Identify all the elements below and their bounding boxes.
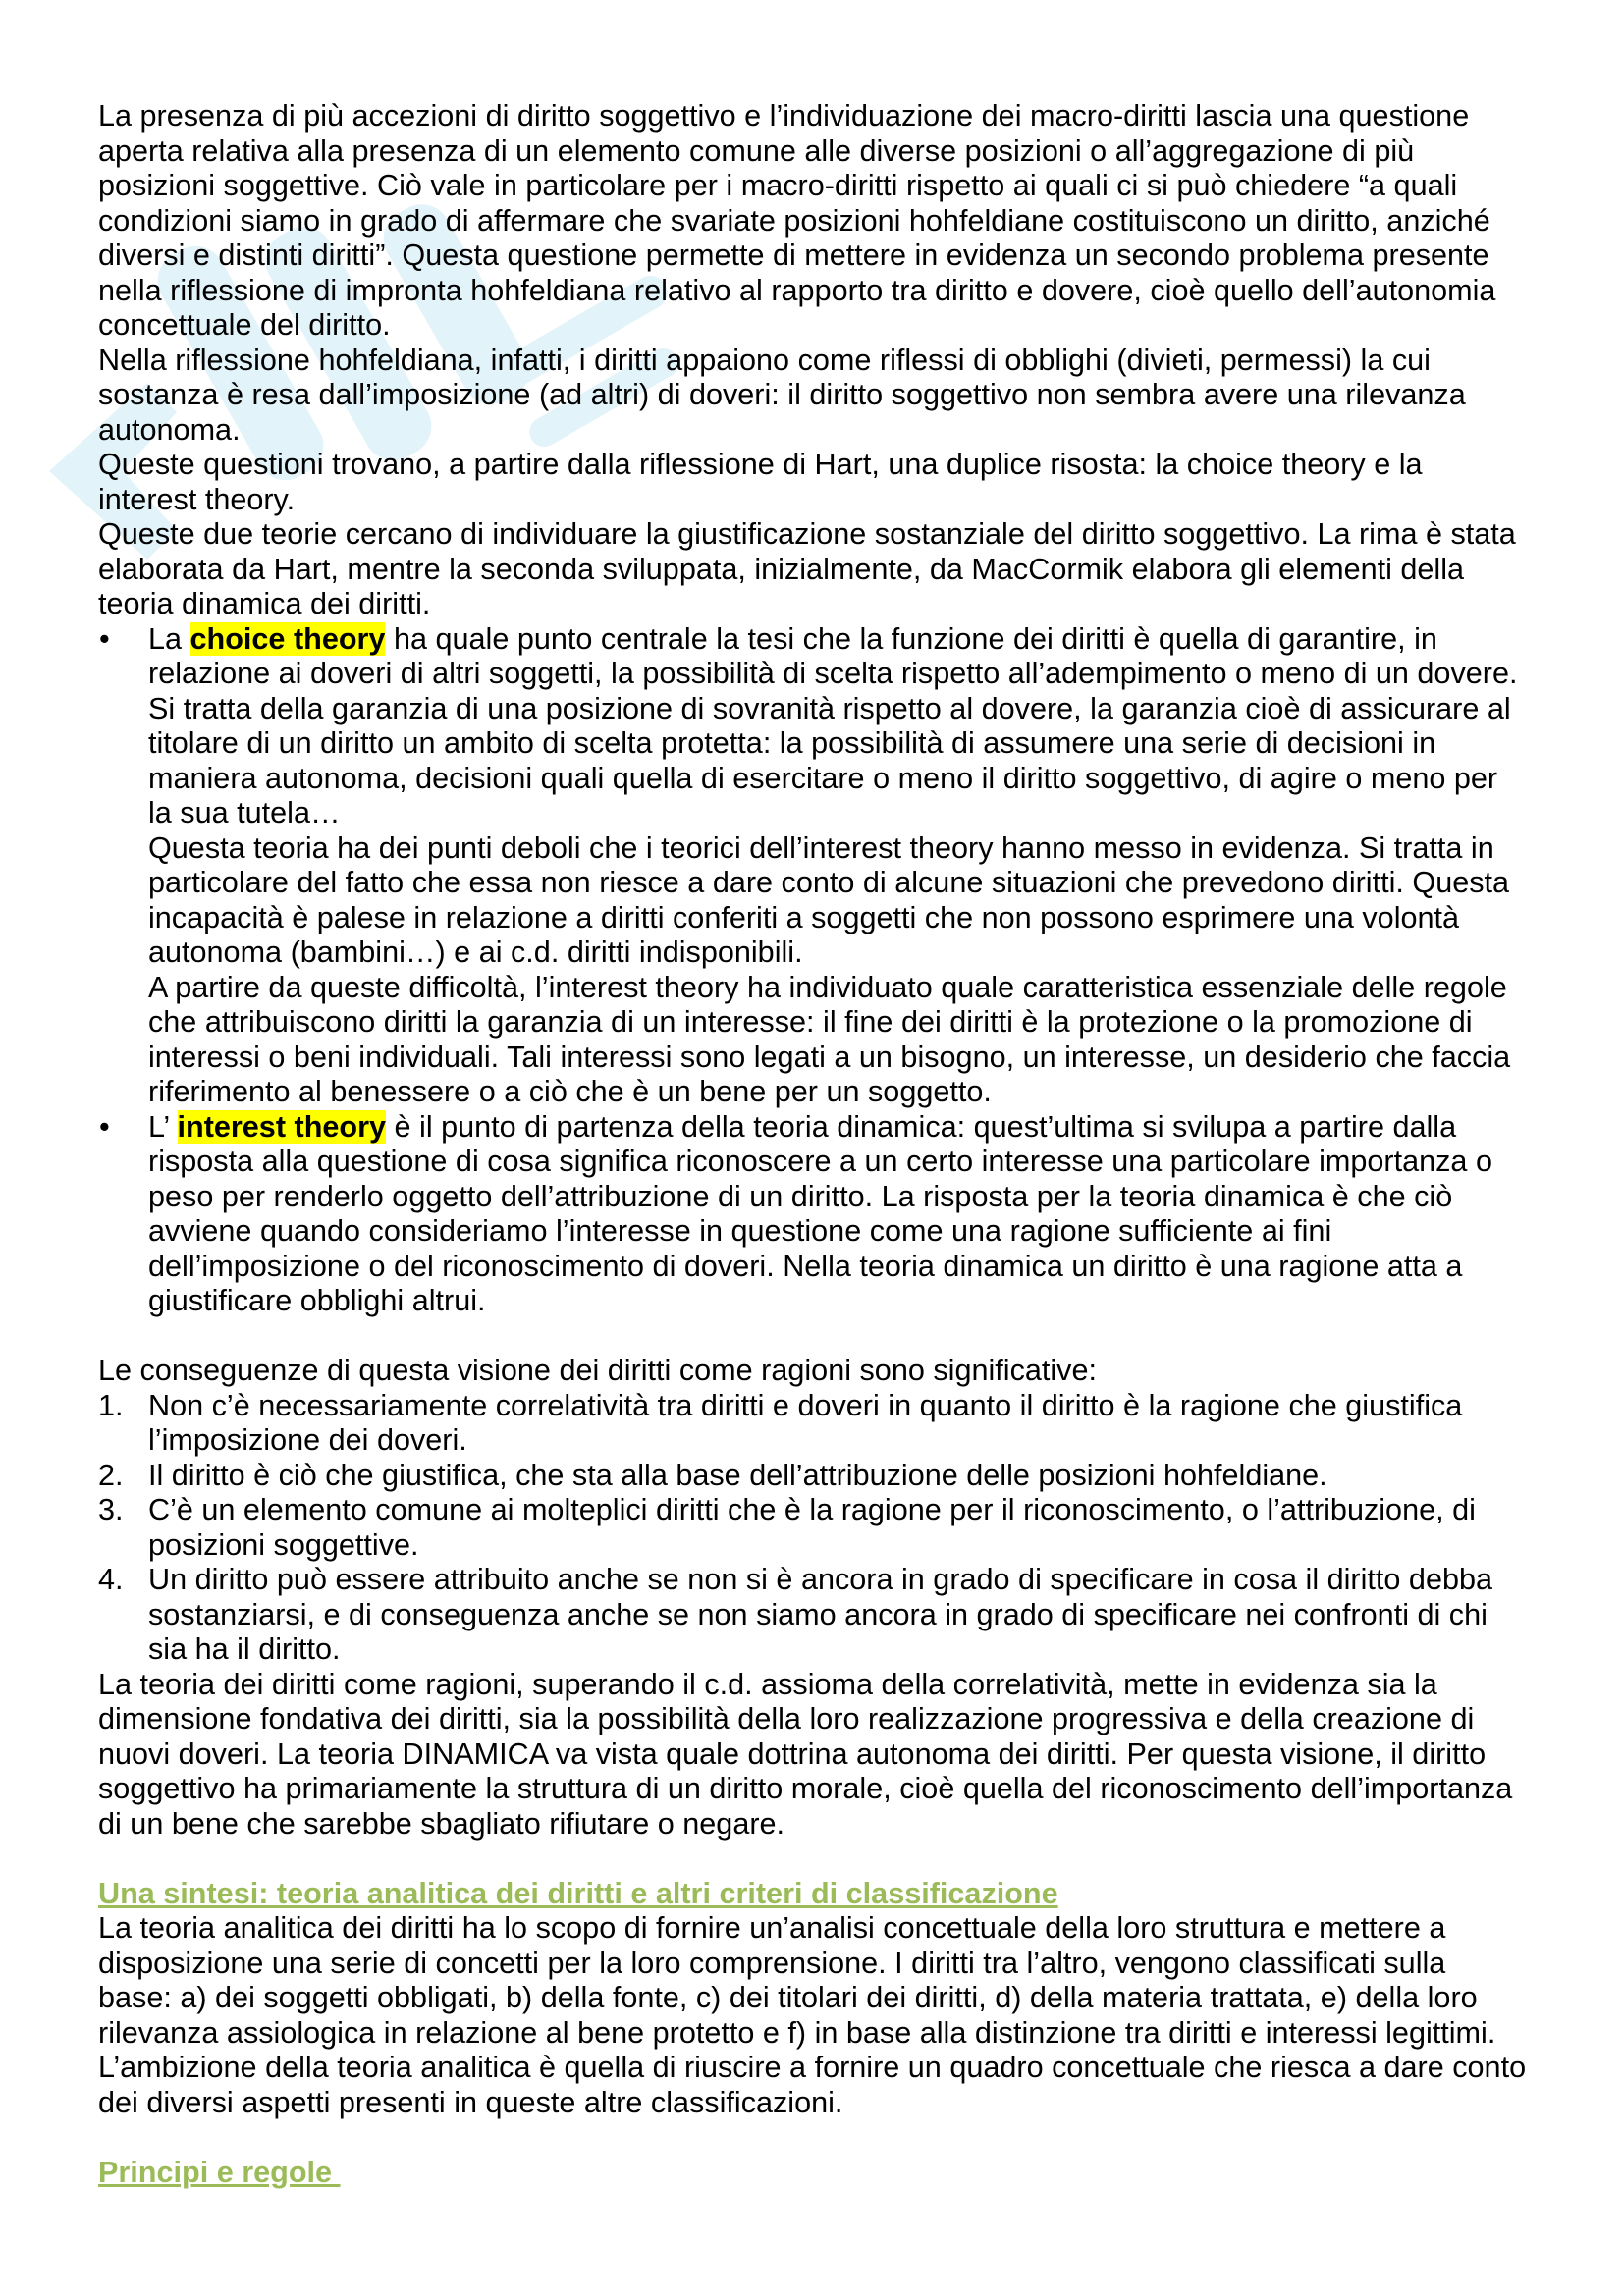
paragraph-line: La teoria dei diritti come ragioni, superando il c.d. assioma della correlatività, mette in evidenza sia la [98, 1667, 1437, 1701]
bullet-item-choice-theory [98, 622, 1591, 1110]
bullet-line: particolare del fatto che essa non riesce a dare conto di alcune situazioni che prevedono diritti. Questa [148, 866, 1510, 899]
bullet-line: autonoma (bambini…) e ai c.d. diritti indisponibili. [148, 935, 803, 969]
numbered-item [98, 1459, 1591, 1494]
paragraph-line: La teoria analitica dei diritti ha lo scopo di fornire un’analisi concettuale della loro struttura e mettere a [98, 1911, 1446, 1945]
paragraph-line: condizioni siamo in grado di affermare che svariate posizioni hohfeldiane costituiscono un diritto, anziché [98, 203, 1490, 238]
list-line: Non c’è necessariamente correlatività tra diritti e doveri in quanto il diritto è la ragione che giustifica [148, 1388, 1463, 1422]
document-body [98, 99, 1591, 2190]
list-line: posizioni soggettive. [148, 1527, 419, 1562]
bullet-item-interest-theory [98, 1110, 1591, 1319]
paragraph-line: Queste questioni trovano, a partire dalla riflessione di Hart, una duplice risosta: la choice theory e la [98, 448, 1423, 481]
paragraph-line: soggettivo ha primariamente la struttura di un diritto morale, cioè quella del riconoscimento dell’importanza [98, 1772, 1513, 1805]
paragraph [98, 448, 1591, 517]
list-number: 4. [98, 1563, 124, 1596]
bullet-marker: • [99, 1109, 110, 1144]
text-run: ha quale punto centrale la tesi che la funzione dei diritti è quella di garantire, in [385, 621, 1437, 656]
paragraph [98, 1911, 1591, 2120]
paragraph-line: Nella riflessione hohfeldiana, infatti, i diritti appaiono come riflessi di obblighi (divieti, permessi) la cui [98, 343, 1431, 377]
bullet-line: Questa teoria ha dei punti deboli che i teorici dell’interest theory hanno messo in evidenza. Si tratta in [148, 830, 1494, 865]
bullet-line: Si tratta della garanzia di una posizione di sovranità rispetto al dovere, la garanzia cioè di assicurare al [148, 691, 1511, 725]
bullet-line: risposta alla questione di cosa significa riconoscere a un certo interesse una particolare importanza o [148, 1145, 1492, 1178]
bullet-line [98, 1110, 1591, 1146]
bullet-line: A partire da queste difficoltà, l’interest theory ha individuato quale caratteristica essenziale delle regole [148, 970, 1507, 1004]
text-run: L’ [148, 1109, 178, 1144]
paragraph-line: dimensione fondativa dei diritti, sia la possibilità della loro realizzazione progressiva e della creazione di [98, 1702, 1475, 1735]
list-line: l’imposizione dei doveri. [148, 1423, 467, 1457]
paragraph [98, 99, 1591, 344]
paragraph-line: base: a) dei soggetti obbligati, b) della fonte, c) dei titolari dei diritti, d) della materia trattata, e) della loro [98, 1981, 1478, 2014]
section-heading [98, 1877, 1591, 1912]
highlighted-term: choice theory [189, 621, 386, 656]
paragraph-line: interest theory. [98, 482, 296, 516]
blank-line [98, 1842, 1591, 1877]
paragraph-line: dei diversi aspetti presenti in queste altre classificazioni. [98, 2085, 843, 2119]
numbered-item [98, 1389, 1591, 1459]
paragraph [98, 1668, 1591, 1842]
paragraph-line: elaborata da Hart, mentre la seconda sviluppata, inizialmente, da MacCormik elabora gli elementi della [98, 552, 1465, 586]
paragraph-line: rilevanza assiologica in relazione al bene protetto e f) in base alla distinzione tra diritti e interessi legittimi. [98, 2015, 1496, 2050]
blank-line [98, 1319, 1591, 1355]
bullet-line: incapacità è palese in relazione a diritti conferiti a soggetti che non possono esprimere una volontà [148, 900, 1460, 934]
blank-line [98, 2120, 1591, 2156]
bullet-line: maniera autonoma, decisioni quali quella di esercitare o meno il diritto soggettivo, di agire o meno per [148, 761, 1498, 795]
list-number: 2. [98, 1458, 124, 1492]
paragraph-line: aperta relativa alla presenza di un elemento comune alle diverse posizioni o all’aggregazione di più [98, 133, 1415, 168]
list-line: sia ha il diritto. [148, 1632, 341, 1666]
text-run: La [148, 621, 190, 656]
paragraph [98, 517, 1591, 622]
bullet-line: dell’imposizione o del riconoscimento di doveri. Nella teoria dinamica un diritto è una ragione atta a [148, 1249, 1463, 1283]
bullet-line [98, 622, 1591, 658]
numbered-item [98, 1563, 1591, 1668]
paragraph-line: nuovi doveri. La teoria DINAMICA va vista quale dottrina autonoma dei diritti. Per questa visione, il diritto [98, 1736, 1487, 1771]
paragraph-line: disposizione una serie di concetti per la loro comprensione. I diritti tra l’altro, vengono classificati sulla [98, 1946, 1446, 1980]
bullet-line: giustificare obblighi altrui. [148, 1284, 486, 1317]
bullet-line: relazione ai doveri di altri soggetti, la possibilità di scelta rispetto all’adempimento o meno di un dovere. [148, 657, 1518, 690]
bullet-line: peso per renderlo oggetto dell’attribuzione di un diritto. La risposta per la teoria dinamica è che ciò [148, 1179, 1453, 1213]
paragraph-line: autonoma. [98, 412, 241, 447]
paragraph-line: di un bene che sarebbe sbagliato rifiutare o negare. [98, 1806, 785, 1841]
bullet-line: titolare di un diritto un ambito di scelta protetta: la possibilità di assumere una serie di decisioni in [148, 726, 1436, 760]
paragraph-line: nella riflessione di impronta hohfeldiana relativo al rapporto tra diritto e dovere, cioè quello dell’autonomia [98, 273, 1496, 307]
bullet-line: avviene quando consideriamo l’interesse in questione come una ragione sufficiente ai fini [148, 1214, 1332, 1248]
list-line: Un diritto può essere attribuito anche se non si è ancora in grado di specificare in cosa il diritto debba [148, 1563, 1493, 1596]
paragraph-line: concettuale del diritto. [98, 308, 391, 342]
list-line: sostanziarsi, e di conseguenza anche se non siamo ancora in grado di specificare nei confronti di chi [148, 1597, 1488, 1631]
paragraph-line: sostanza è resa dall’imposizione (ad altri) di doveri: il diritto soggettivo non sembra avere una rilevanza [98, 378, 1466, 411]
paragraph-line: Queste due teorie cercano di individuare la giustificazione sostanziale del diritto soggettivo. La rima è stata [98, 517, 1516, 551]
list-intro: Le conseguenze di questa visione dei diritti come ragioni sono significative: [98, 1354, 1097, 1387]
section-heading-text: Una sintesi: teoria analitica dei diritti e altri criteri di classificazione [98, 1876, 1058, 1910]
paragraph-line: teoria dinamica dei diritti. [98, 587, 431, 620]
list-line: Il diritto è ciò che giustifica, che sta alla base dell’attribuzione delle posizioni hohfeldiane. [148, 1458, 1327, 1492]
section-heading [98, 2156, 1591, 2191]
paragraph-line: diversi e distinti diritti”. Questa questione permette di mettere in evidenza un secondo problema presente [98, 239, 1489, 272]
list-number: 1. [98, 1388, 124, 1422]
list-number: 3. [98, 1493, 124, 1526]
text-run: è il punto di partenza della teoria dinamica: quest’ultima si svilupa a partire dalla [386, 1109, 1457, 1144]
paragraph-line: posizioni soggettive. Ciò vale in particolare per i macro-diritti rispetto ai quali ci si può chiedere “a quali [98, 169, 1458, 202]
section-heading-text: Principi e regole [98, 2155, 341, 2189]
bullet-line: che attribuiscono diritti la garanzia di un interesse: il fine dei diritti è la protezione o la promozione di [148, 1005, 1473, 1039]
paragraph-line: L’ambizione della teoria analitica è quella di riuscire a fornire un quadro concettuale che riesca a dare conto [98, 2051, 1527, 2084]
paragraph-line: La presenza di più accezioni di diritto soggettivo e l’individuazione dei macro-diritti lascia una questione [98, 99, 1470, 133]
bullet-line: la sua tutela… [148, 796, 341, 829]
bullet-line: interessi o beni individuali. Tali interessi sono legati a un bisogno, un interesse, un desiderio che faccia [148, 1040, 1511, 1074]
list-line: C’è un elemento comune ai molteplici diritti che è la ragione per il riconoscimento, o l’attribuzione, di [148, 1493, 1476, 1526]
bullet-line: riferimento al benessere o a ciò che è un bene per un soggetto. [148, 1075, 992, 1108]
highlighted-term: interest theory [177, 1109, 387, 1144]
paragraph [98, 344, 1591, 449]
numbered-item [98, 1493, 1591, 1563]
bullet-marker: • [99, 621, 110, 656]
